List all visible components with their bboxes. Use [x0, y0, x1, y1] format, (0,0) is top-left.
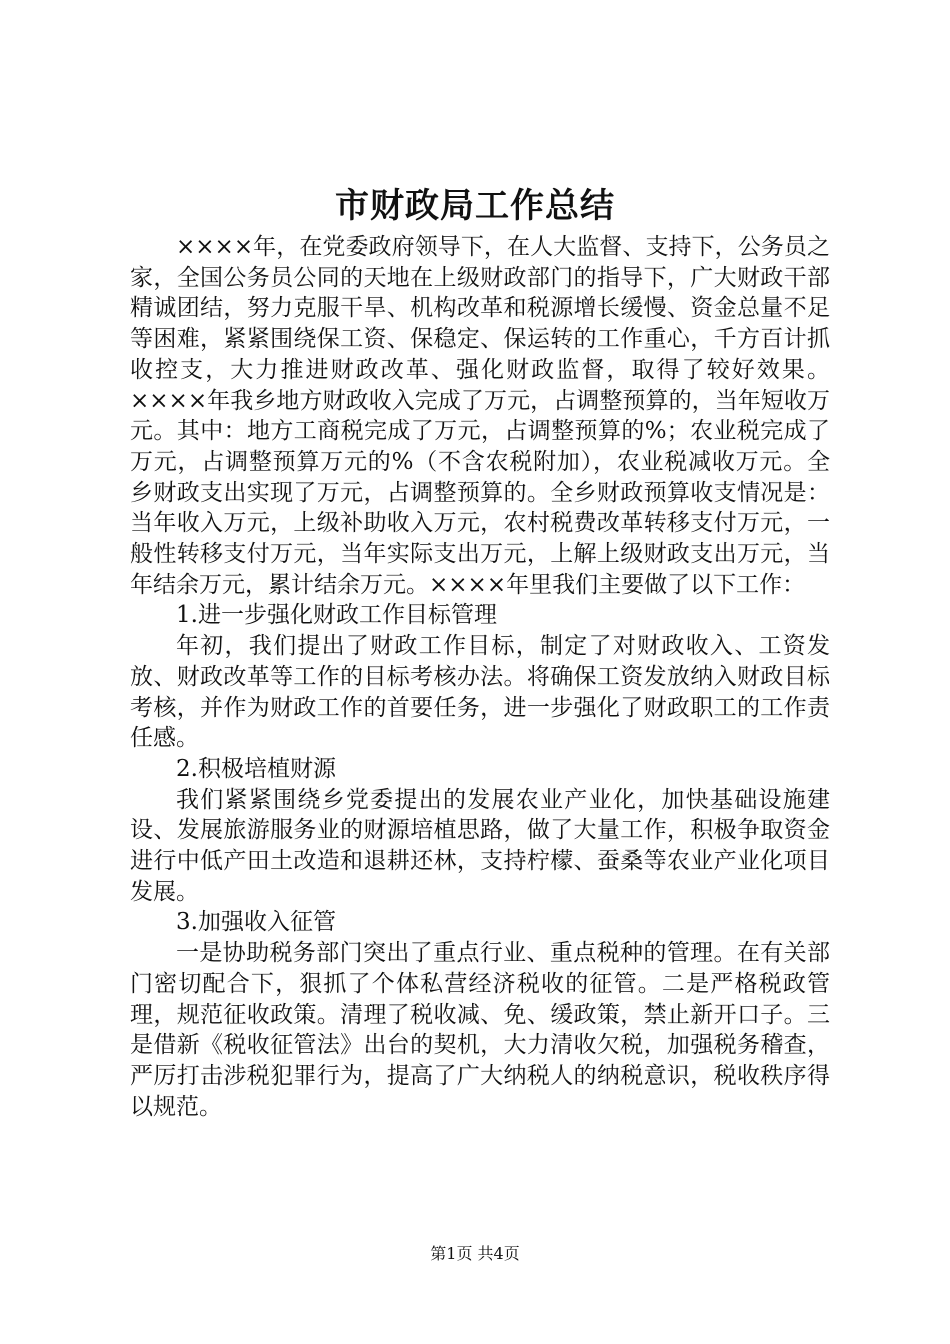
section-paragraph-1: 年初，我们提出了财政工作目标，制定了对财政收入、工资发放、财政改革等工作的目标考核办法。将确保工资发放纳入财政目标考核，并作为财政工作的首要任务，进一步强化了财政职工的工作责任感。 — [130, 633, 830, 752]
document-title: 市财政局工作总结 — [335, 186, 615, 226]
page-footer: 第1页 共4页 — [430, 1244, 520, 1263]
section-heading-3: 3.加强收入征管 — [176, 909, 336, 936]
section-paragraph-3: 一是协助税务部门突出了重点行业、重点税种的管理。在有关部门密切配合下，狠抓了个体私营经济税收的征管。二是严格税政管理，规范征收政策。清理了税收减、免、缓政策，禁止新开口子。三是借新《税收征管法》出台的契机，大力清收欠税，加强税务稽查，严厉打击涉税犯罪行为，提高了广大纳税人的纳税意识，税收秩序得以规范。 — [130, 940, 830, 1120]
section-paragraph-2: 我们紧紧围绕乡党委提出的发展农业产业化，加快基础设施建设、发展旅游服务业的财源培植思路，做了大量工作，积极争取资金进行中低产田土改造和退耕还林，支持柠檬、蚕桑等农业产业化项目发展。 — [130, 786, 830, 905]
section-heading-2: 2.积极培植财源 — [176, 755, 336, 782]
intro-paragraph: ××××年，在党委政府领导下，在人大监督、支持下，公务员之家，全国公务员公同的天地在上级财政部门的指导下，广大财政干部精诚团结，努力克服干旱、机构改革和税源增长缓慢、资金总量不足等困难，紧紧围绕保工资、保稳定、保运转的工作重心，千方百计抓收控支，大力推进财政改革、强化财政监督，取得了较好效果。××××年我乡地方财政收入完成了万元，占调整预算的，当年短收万元。其中：地方工商税完成了万元，占调整预算的%；农业税完成了万元，占调整预算万元的%（不含农税附加），农业税减收万元。全乡财政支出实现了万元，占调整预算的。全乡财政预算收支情况是：当年收入万元，上级补助收入万元，农村税费改革转移支付万元，一般性转移支付万元，当年实际支出万元，上解上级财政支出万元，当年结余万元，累计结余万元。××××年里我们主要做了以下工作： — [130, 234, 830, 598]
section-heading-1: 1.进一步强化财政工作目标管理 — [176, 602, 497, 629]
document-body — [130, 232, 830, 1122]
